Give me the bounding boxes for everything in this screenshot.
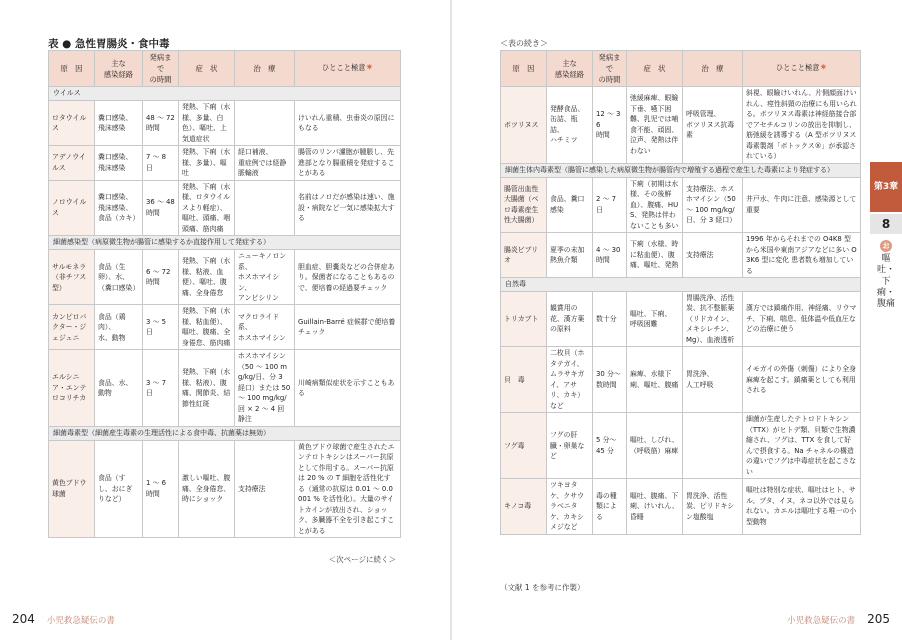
section-label: 自然毒 (501, 277, 861, 291)
tip-cell: 漢方では鎮痛作用、神経痛、リウマチ、下痢、喘息、低体温や低血圧などの治療に使う (743, 291, 861, 346)
tip-cell: 嘔吐は特別な症状、嘔吐はヒト、サル、ブタ、イヌ、ネコ以外では見られない。カエルは嘔吐する唯一の小型動物 (743, 479, 861, 534)
cause-cell: 黄色ブドウ球菌 (49, 440, 95, 537)
symptom-cell: 発熱、下痢（水様、多量）、嘔吐 (179, 146, 235, 180)
treatment-cell: 経口補液、 重症例では経静脈輸液 (235, 146, 295, 180)
cause-cell: エルシニア・エンテロコリチカ (49, 350, 95, 426)
table-title-text: 表 ● 急性胃腸炎・食中毒 (48, 38, 170, 50)
table-section-row (49, 426, 401, 440)
treatment-cell: ニューキノロン系、 ホスホマイシン、 アンピシリン (235, 250, 295, 305)
page-number: 205 (867, 612, 890, 626)
onset-cell: 5 分〜 45 分 (593, 413, 627, 479)
column-header: 原 因 (501, 51, 547, 87)
column-header: 治 療 (235, 51, 295, 87)
table-footnote: （文献 1 を参考に作製） (500, 583, 585, 592)
tip-cell: イモガイの外傷（刺傷）により全身麻痺を起こす。鎮痛薬としても利用される (743, 347, 861, 413)
onset-cell: 毒の種類による (593, 479, 627, 534)
symptom-cell: 嘔吐、腹痛、下痢、けいれん、昏睡 (627, 479, 683, 534)
book-title: 小児救急疑伝の書 (787, 616, 856, 626)
gastroenteritis-table-continued (500, 50, 861, 535)
symptom-cell: 下痢（水様、時に粘血便）、腹痛、嘔吐、発熱 (627, 233, 683, 278)
table-header-row (501, 51, 861, 87)
tip-cell: 腸管のリンパ濾胞が腫脹し、先進部となり腸重積を発症することがある (295, 146, 401, 180)
table-row (501, 291, 861, 346)
table-row (49, 250, 401, 305)
cause-cell: ボツリヌス (501, 87, 547, 163)
table-row (501, 413, 861, 479)
route-cell: 観賞用の花、漢方薬の原料 (547, 291, 593, 346)
table-row (49, 146, 401, 180)
cause-cell: キノコ毒 (501, 479, 547, 534)
onset-cell: 1 〜 6 時間 (143, 440, 179, 537)
route-cell: 夏季の未加熱魚介類 (547, 233, 593, 278)
left-folio (12, 612, 115, 626)
section-mark: お (880, 240, 892, 252)
book-title: 小児救急疑伝の書 (46, 616, 115, 626)
route-cell: ツキヨタケ、クサウラベニタケ、カキシメジなど (547, 479, 593, 534)
page-number: 204 (12, 612, 35, 626)
symptom-cell: 発熱、下痢（水様、粘液、血便）、嘔吐、腹痛、全身倦怠 (179, 250, 235, 305)
gastroenteritis-table (48, 50, 401, 538)
onset-cell: 48 〜 72 時間 (143, 101, 179, 146)
table-row (501, 233, 861, 278)
column-header: ひとこと極意✷ (295, 51, 401, 87)
symptom-cell: 激しい嘔吐、腹痛、全身倦怠、時にショック (179, 440, 235, 537)
table-row (49, 180, 401, 235)
route-cell: 糞口感染、 飛沫感染、 食品（カキ） (95, 180, 143, 235)
symptom-cell: 麻痺、水様下痢、嘔吐、腹痛 (627, 347, 683, 413)
route-cell: 糞口感染、 飛沫感染 (95, 146, 143, 180)
symptom-cell: 嘔吐、下痢、 呼吸困難 (627, 291, 683, 346)
section-title-text: 嘔吐・下痢・腹痛 (877, 254, 896, 309)
tip-cell: 川崎病類似症状を示すこともある (295, 350, 401, 426)
spark-icon: ✷ (819, 62, 828, 73)
left-page (0, 0, 450, 640)
onset-cell: 30 分〜数時間 (593, 347, 627, 413)
onset-cell: 数十分 (593, 291, 627, 346)
symptom-cell: 嘔吐、しびれ、（呼吸筋）麻痺 (627, 413, 683, 479)
tip-cell: 1996 年からそれまでの O4K8 型から米国や東南アジアなどに多い O3K6 型に変化 患者数も増加している (743, 233, 861, 278)
cause-cell: 貝 毒 (501, 347, 547, 413)
column-header: 症 状 (627, 51, 683, 87)
column-header: 主な 感染経路 (547, 51, 593, 87)
cause-cell: トリカブト (501, 291, 547, 346)
section-label: ウイルス (49, 87, 401, 101)
onset-cell: 4 〜 30 時間 (593, 233, 627, 278)
onset-cell: 3 〜 7 日 (143, 350, 179, 426)
table-row (501, 87, 861, 163)
right-folio (787, 612, 890, 626)
table-continued-note: ＜表の続き＞ (500, 39, 548, 48)
tip-cell: 斜視、眼瞼けいれん、片側顔面けいれん、痙性斜頸の治療にも用いられる。ボツリヌス毒素は神経筋接合部でアセチルコリンの放出を抑制し、筋弛緩を誘導する（A 型ボツリヌス毒素製剤「ボトックス®」が承認されている） (743, 87, 861, 163)
symptom-cell: 発熱、下痢（水様、多量、白色）、嘔吐、上気道症状 (179, 101, 235, 146)
route-cell: 二枚貝（ホタテガイ、ムラサキガイ、アサリ、カキ）など (547, 347, 593, 413)
route-cell: フグの肝臓・卵巣など (547, 413, 593, 479)
column-header: 症 状 (179, 51, 235, 87)
symptom-cell: 発熱、下痢（水様、ロタウイルスより軽症）、嘔吐、頭痛、咽頭痛、筋肉痛 (179, 180, 235, 235)
treatment-cell: 胃洗浄、活性炭、ピリドキシン塩酸塩 (683, 479, 743, 534)
route-cell: 食品（鶏肉）、 水、動物 (95, 305, 143, 350)
route-cell: 食品（すし、おにぎりなど） (95, 440, 143, 537)
table-row (49, 440, 401, 537)
column-header: 主な 感染経路 (95, 51, 143, 87)
onset-cell: 3 〜 5 日 (143, 305, 179, 350)
treatment-cell: 支持療法 (683, 233, 743, 278)
section-label: 細菌感染型（病原微生物が腸管に感染するか直接作用して発症する） (49, 236, 401, 250)
symptom-cell: 弛緩麻痺、眼瞼下垂、嚥下困難、乳児では哺食不能、頑固、泣声、発熱は伴わない (627, 87, 683, 163)
table-header-row (49, 51, 401, 87)
tip-cell: けいれん重積、虫垂炎の原因にもなる (295, 101, 401, 146)
table-row (501, 347, 861, 413)
table-row (49, 350, 401, 426)
treatment-cell: 支持療法 (235, 440, 295, 537)
onset-cell: 2 〜 7 日 (593, 177, 627, 232)
route-cell: 食品、糞口感染 (547, 177, 593, 232)
cause-cell: ノロウイルス (49, 180, 95, 235)
route-cell: 食品、水、 動物 (95, 350, 143, 426)
treatment-cell: ホスホマイシン （50 〜 100 mg/kg/日、分 3 経口）または 50 〜 100 mg/kg/回 × 2 〜 4 回静注 (235, 350, 295, 426)
chapter-label: 第3章 (873, 181, 899, 192)
table-section-row (49, 87, 401, 101)
tip-cell: Guillain-Barré 症候群で便培養チェック (295, 305, 401, 350)
treatment-cell (235, 101, 295, 146)
tip-cell: 井戸水、牛肉に注意、感染源として重要 (743, 177, 861, 232)
column-header: 発病まで の時間 (593, 51, 627, 87)
chapter-tab (870, 162, 902, 212)
continued-next-note: ＜次ページに続く＞ (328, 555, 396, 564)
treatment-cell: 胃腸洗浄、活性炭、抗不整脈薬（リドカイン、メキシレチン、Mg）、血液透析 (683, 291, 743, 346)
onset-cell: 6 〜 72 時間 (143, 250, 179, 305)
section-label: 細菌毒素型（細菌産生毒素の生理活性による食中毒、抗菌薬は無効） (49, 426, 401, 440)
symptom-cell: 発熱、下痢（水様、粘血便）、嘔吐、腹痛、全身倦怠、筋肉痛 (179, 305, 235, 350)
cause-cell: 腸炎ビブリオ (501, 233, 547, 278)
route-cell: 発酵食品、 缶詰、瓶詰、 ハチミツ (547, 87, 593, 163)
tip-cell: 細菌が生産したテトロドトキシン（TTX）がヒトデ類、貝類で生物濃縮され、フグは、TTX を食して好んで摂食する。Na チャネルの構造の違いでフグは中毒症状を起こさない (743, 413, 861, 479)
column-header: 発病まで の時間 (143, 51, 179, 87)
treatment-cell (235, 180, 295, 235)
tip-cell: 胆血症、胆嚢炎などの合併症あり。保菌者になることもあるので、便培養の経過要チェック (295, 250, 401, 305)
treatment-cell (683, 413, 743, 479)
cause-cell: サルモネラ（非チフス型） (49, 250, 95, 305)
onset-cell: 12 〜 36 時間 (593, 87, 627, 163)
table-section-row (49, 236, 401, 250)
table-row (49, 101, 401, 146)
column-header: 原 因 (49, 51, 95, 87)
treatment-cell: 胃洗浄、 人工呼吸 (683, 347, 743, 413)
table-row (501, 479, 861, 534)
symptom-cell: 下痢（初期は水様、その後鮮血）、腹痛、HUS、発熱は伴わないことも多い (627, 177, 683, 232)
treatment-cell: 呼吸管理、 ボツリヌス抗毒素 (683, 87, 743, 163)
cause-cell: 腸管出血性大腸菌（ベロ毒素産生性大腸菌） (501, 177, 547, 232)
treatment-cell: 支持療法、ホスホマイシン（50 〜 100 mg/kg/日、分 3 経口） (683, 177, 743, 232)
column-header: ひとこと極意✷ (743, 51, 861, 87)
table-row (49, 305, 401, 350)
spark-icon: ✷ (365, 62, 374, 73)
section-label: 細菌生体内毒素型（腸管に感染した病原微生物が腸管内で増殖する過程で産生した毒素により発症する） (501, 163, 861, 177)
column-header: 治 療 (683, 51, 743, 87)
cause-cell: ロタウイルス (49, 101, 95, 146)
onset-cell: 36 〜 48 時間 (143, 180, 179, 235)
treatment-cell: マクロライド系、 ホスホマイシン (235, 305, 295, 350)
section-number: 8 (870, 214, 902, 234)
tip-cell: 名前はノロだが感染は速い、施設・病院など一気に感染拡大する (295, 180, 401, 235)
onset-cell: 7 〜 8 日 (143, 146, 179, 180)
right-page (452, 0, 902, 640)
route-cell: 食品（生卵）、水、（糞口感染） (95, 250, 143, 305)
cause-cell: フグ毒 (501, 413, 547, 479)
tip-cell: 黄色ブドウ球菌で産生されたエンテロトキシンはスーパー抗原として作用する。スーパー抗原は 20 % の T 細胞を活性化する（通常の抗原は 0.01 〜 0.0001 % を活性化）。大量のサイトカインが放出され、ショック、多臓器不全を引き起こすことがある (295, 440, 401, 537)
cause-cell: カンピロバクター・ジェジュニ (49, 305, 95, 350)
table-section-row (501, 163, 861, 177)
section-title (877, 240, 896, 310)
table-title (48, 36, 169, 51)
table-row (501, 177, 861, 232)
cause-cell: アデノウイルス (49, 146, 95, 180)
route-cell: 糞口感染、 飛沫感染 (95, 101, 143, 146)
table-section-row (501, 277, 861, 291)
symptom-cell: 発熱、下痢（水様、粘液）、腹痛、関節炎、結節性紅斑 (179, 350, 235, 426)
